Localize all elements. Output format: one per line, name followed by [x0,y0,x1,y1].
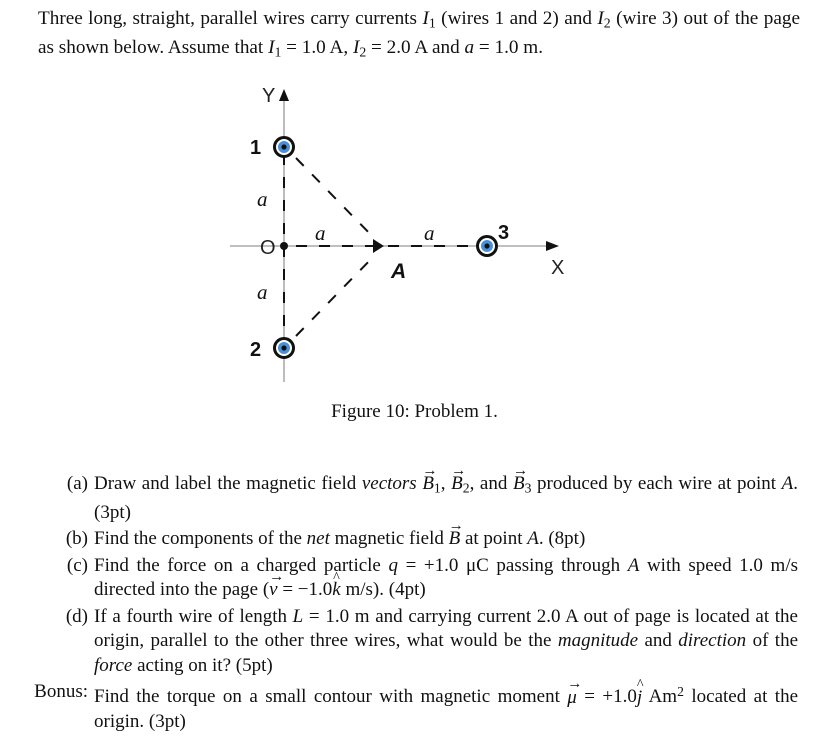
symbol-A: A [627,554,640,576]
intro-text: (wire 3) out of the page as shown below. Assume that [38,8,800,59]
symbol-I2: I [597,8,604,29]
subscript-2: 2 [603,15,611,31]
figure-caption: Figure 10: Problem 1. [331,401,498,422]
distance-label-upper: a [257,187,268,211]
subscript-1: 1 [274,44,282,60]
question-b [18,527,798,552]
text: at point [460,528,528,550]
question-c [18,554,798,603]
distance-label-O-A: a [315,221,326,245]
y-axis-arrow-icon [279,89,289,101]
separator: , [440,473,452,494]
symbol-A: A [781,473,794,494]
vector-mu: → μ [567,686,577,711]
vector-B3: → B [513,472,525,497]
origin-point [280,242,288,250]
text: = +1.0 μC passing through [397,554,628,576]
wire-2-icon [275,339,294,358]
emphasis: force [94,654,133,676]
question-bonus [18,680,798,734]
y-axis-label: Y [262,85,276,107]
symbol-a: a [464,37,475,59]
question-label: (c) [66,554,88,576]
question-d [18,605,798,679]
question-label: Bonus: [34,681,88,703]
vector-v: → v [269,578,277,603]
wire-3-icon [478,237,497,256]
point-A-label: A [391,260,407,283]
superscript: 2 [677,684,684,700]
text: m/s). (4pt) [340,579,426,601]
text: located at the origin. (3pt) [94,686,799,733]
question-label: (d) [65,605,88,627]
origin-label: O [260,237,276,259]
text: magnetic field [329,528,449,550]
intro-text: = 1.0 A, [281,37,353,59]
question-text [94,680,798,734]
question-a [18,472,798,525]
text: = +1.0 [576,686,637,708]
text: with speed 1.0 m/s directed into the page ( [94,554,798,601]
subscript: 1 [433,480,441,496]
wire-3-label: 3 [498,222,510,244]
question-text [94,554,798,603]
text: , and [469,473,513,494]
text: produced by each wire at point [531,473,782,494]
distance-label-A-3: a [424,221,435,245]
symbol-I2: I [352,37,360,59]
text: If a fourth wire of length [94,605,293,627]
emphasis: vectors [361,473,417,494]
text: and [638,630,679,652]
text: Am [642,686,678,708]
dashed-line-2-to-A [296,254,376,336]
intro-text: = 1.0 m. [474,37,543,59]
question-text [94,605,798,679]
distance-label-lower: a [257,280,268,304]
text: Find the force on a charged particle [94,554,389,576]
text: = 1.0 m and carrying current 2.0 A out of page is located at the origin, parallel to the other three wires, what would be the [94,605,798,652]
intro-text: = 2.0 A and [366,37,465,59]
question-label: (a) [66,473,88,494]
subscript-1: 1 [428,15,436,31]
point-A-marker-icon [373,239,384,253]
symbol-I1: I [422,8,429,29]
wire-1-icon [275,138,294,157]
question-label: (b) [65,528,88,550]
text: . (3pt) [94,473,799,523]
vector-B1: → B [422,472,434,497]
emphasis: direction [678,630,747,652]
text: Find the torque on a small contour with magnetic moment [94,686,568,708]
text: of the [746,630,798,652]
symbol-A: A [527,528,539,550]
emphasis: magnitude [557,630,639,652]
text: Find the components of the [94,528,307,550]
subscript: 2 [462,480,470,496]
text: acting on it? (5pt) [132,654,273,676]
text: . (8pt) [538,528,586,550]
intro-text: (wires 1 and 2) and [435,8,598,29]
question-text [94,527,798,552]
question-list [18,472,798,737]
symbol-q: q [388,554,398,576]
question-text [94,472,798,525]
symbol-I1: I [268,37,275,59]
emphasis: net [306,528,330,550]
text: Draw and label the magnetic field [94,473,362,494]
unit-vector-k: ^ k [332,578,340,603]
wire-1-label: 1 [250,137,262,159]
symbol-L: L [292,605,304,627]
wire-2-label: 2 [250,339,262,361]
dashed-line-1-to-A [296,158,376,240]
unit-vector-j: ^ j [637,686,642,711]
vector-B: → B [449,527,461,552]
subscript-2: 2 [359,44,367,60]
x-axis-label: X [551,257,565,279]
intro-text: Three long, straight, parallel wires carry currents [38,8,423,29]
subscript: 3 [524,480,532,496]
text: = −1.0 [277,579,333,601]
x-axis-arrow-icon [546,241,559,251]
vector-B2: → B [451,472,463,497]
